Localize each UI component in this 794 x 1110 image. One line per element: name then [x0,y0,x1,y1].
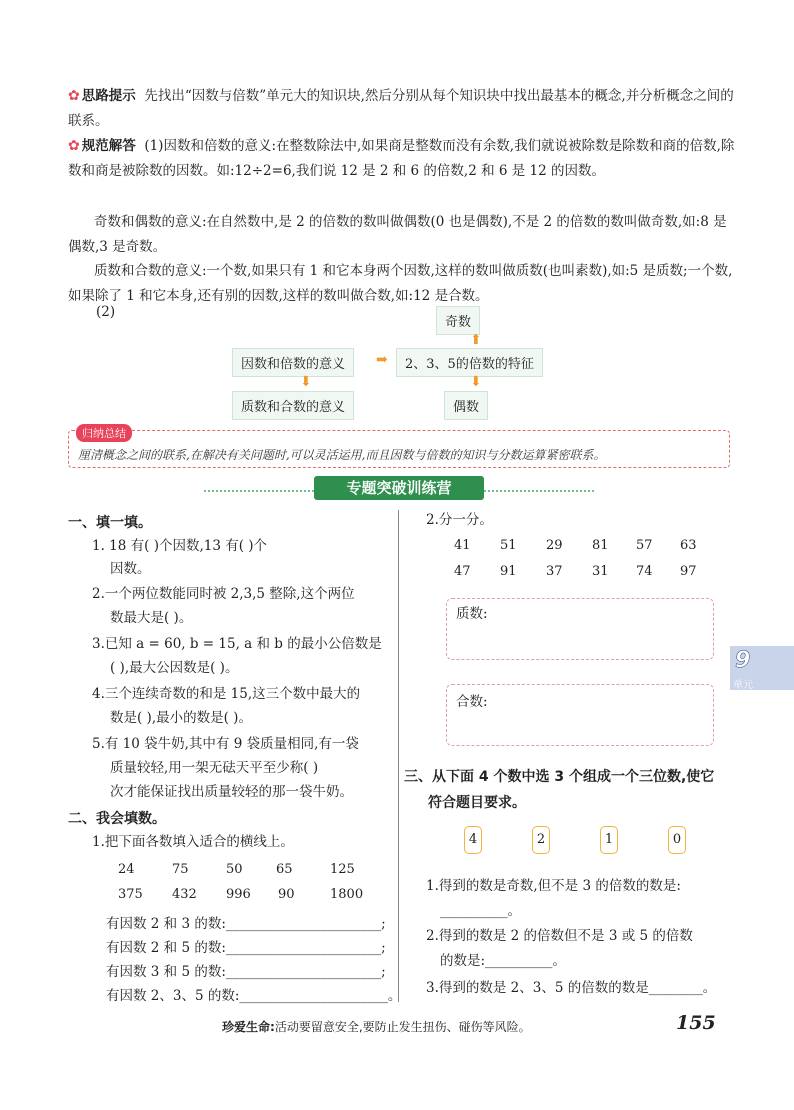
footer-note [222,1018,531,1035]
number-item: 74 [636,564,653,579]
number-item: 75 [172,862,189,877]
number-item: 51 [500,538,517,553]
arrow-up-icon: ⬆ [470,332,482,348]
number-item: 50 [226,862,243,877]
banner-title: 专题突破训练营 [314,476,484,500]
section-1-title: 一、填一填。 [68,515,152,531]
section-3-title-cont: 符合题目要求。 [428,795,526,811]
digit-card: 2 [532,826,550,854]
question-7: 2.分一分。 [426,512,493,528]
question-4-line-1: 4.三个连续奇数的和是 15,这三个数中最大的 [92,686,361,702]
number-item: 24 [118,862,135,877]
number-item: 31 [592,564,609,579]
question-5-line-1: 5.有 10 袋牛奶,其中有 9 袋质量相同,有一袋 [92,736,359,752]
requirement-1-line-2[interactable]: __________。 [440,903,521,919]
number-item: 29 [546,538,563,553]
number-item: 41 [454,538,471,553]
number-item: 57 [636,538,653,553]
number-item: 375 [118,887,143,902]
question-3-line-2: ( ),最大公因数是( )。 [110,660,239,676]
composite-label: 合数: [456,694,488,710]
number-item: 81 [592,538,609,553]
fill-line-4[interactable]: 有因数 2、3、5 的数:______________________。 [106,988,402,1004]
requirement-2-line-2[interactable]: 的数是:__________。 [440,953,567,969]
fill-line-3[interactable]: 有因数 3 和 5 的数:_______________________; [106,964,386,980]
hint-paragraph [68,84,740,134]
unit-number: 9 [735,648,751,673]
number-item: 1800 [330,887,364,902]
hint-label: 思路提示 [81,88,136,104]
arrow-right-icon: ➡ [376,352,388,368]
number-item: 63 [680,538,697,553]
flower-icon: ✿ [68,88,80,104]
section-banner [204,476,594,504]
summary-badge: 归纳总结 [76,424,132,442]
arrow-down-icon: ⬇ [470,374,482,390]
flower-icon: ✿ [68,138,80,154]
question-3-line-1: 3.已知 a = 60, b = 15, a 和 b 的最小公倍数是 [92,636,382,652]
prime-label: 质数: [456,606,488,622]
number-item: 65 [276,862,293,877]
number-item: 432 [172,887,197,902]
question-1-line-2: 因数。 [110,561,151,577]
question-2-line-1: 2.一个两位数能同时被 2,3,5 整除,这个两位 [92,586,355,602]
question-6: 1.把下面各数填入适合的横线上。 [92,834,294,850]
page-number: 155 [676,1012,716,1034]
number-item: 47 [454,564,471,579]
diagram-factor-multiple: 因数和倍数的意义 [232,348,354,377]
requirement-1-line-1: 1.得到的数是奇数,但不是 3 的倍数的数是: [426,878,681,894]
number-item: 37 [546,564,563,579]
answer-paragraph-1 [68,134,740,184]
answer-paragraph-2: 奇数和偶数的意义:在自然数中,是 2 的倍数的数叫做偶数(0 也是偶数),不是 2 的倍数的数叫做奇数,如:8 是偶数,3 是奇数。 [68,214,727,255]
answer-paragraph-3: 质数和合数的意义:一个数,如果只有 1 和它本身两个因数,这样的数叫做质数(也叫素数),如:5 是质数;一个数,如果除了 1 和它本身,还有别的因数,这样的数叫做合数,如:12 是合数。 [68,263,733,304]
digit-card: 0 [668,826,686,854]
requirement-2-line-1: 2.得到的数是 2 的倍数但不是 3 或 5 的倍数 [426,928,693,944]
answer-label: 规范解答 [81,138,136,154]
number-item: 91 [500,564,517,579]
footer-bold: 珍爱生命: [222,1020,275,1034]
hint-text: 先找出“因数与倍数”单元大的知识块,然后分别从每个知识块中找出最基本的概念,并分析概念之间的联系。 [68,88,734,129]
section-3-title: 三、从下面 4 个数中选 3 个组成一个三位数,使它 [404,769,715,785]
column-divider [398,510,399,1002]
fill-line-1[interactable]: 有因数 2 和 3 的数:_______________________; [106,916,386,932]
diagram-multiples-feature: 2、3、5的倍数的特征 [396,348,543,377]
summary-text: 厘清概念之间的联系,在解决有关问题时,可以灵活运用,而且因数与倍数的知识与分数运算紧密联系。 [78,448,606,462]
answer-part-2: (2) [96,304,116,320]
section-2-title: 二、我会填数。 [68,811,166,827]
question-5-line-2: 质量较轻,用一架无砝天平至少称( ) [110,760,319,776]
question-1-line-1: 1. 18 有( )个因数,13 有( )个 [92,538,268,554]
number-item: 97 [680,564,697,579]
diagram-even: 偶数 [444,391,488,420]
question-2-line-2: 数最大是( )。 [110,610,193,626]
number-item: 90 [278,887,295,902]
question-4-line-2: 数是( ),最小的数是( )。 [110,710,252,726]
requirement-3[interactable]: 3.得到的数是 2、3、5 的倍数的数是________。 [426,980,717,996]
digit-card: 4 [464,826,482,854]
fill-line-2[interactable]: 有因数 2 和 5 的数:_______________________; [106,940,386,956]
unit-label: 单元 [733,680,753,691]
diagram-prime-composite: 质数和合数的意义 [232,391,354,420]
arrow-down-icon: ⬇ [300,374,312,390]
question-5-line-3: 次才能保证找出质量较轻的那一袋牛奶。 [110,784,353,800]
number-item: 996 [226,887,251,902]
footer-text: 活动要留意安全,要防止发生扭伤、碰伤等风险。 [274,1020,531,1034]
number-item: 125 [330,862,355,877]
digit-card: 1 [600,826,618,854]
answer-p1: (1)因数和倍数的意义:在整数除法中,如果商是整数而没有余数,我们就说被除数是除数和商的倍数,除数和商是被除数的因数。如:12÷2=6,我们说 12 是 2 和 6 的倍数,2 和 6 是 12 的因数。 [68,138,735,179]
diagram-odd: 奇数 [436,306,480,335]
